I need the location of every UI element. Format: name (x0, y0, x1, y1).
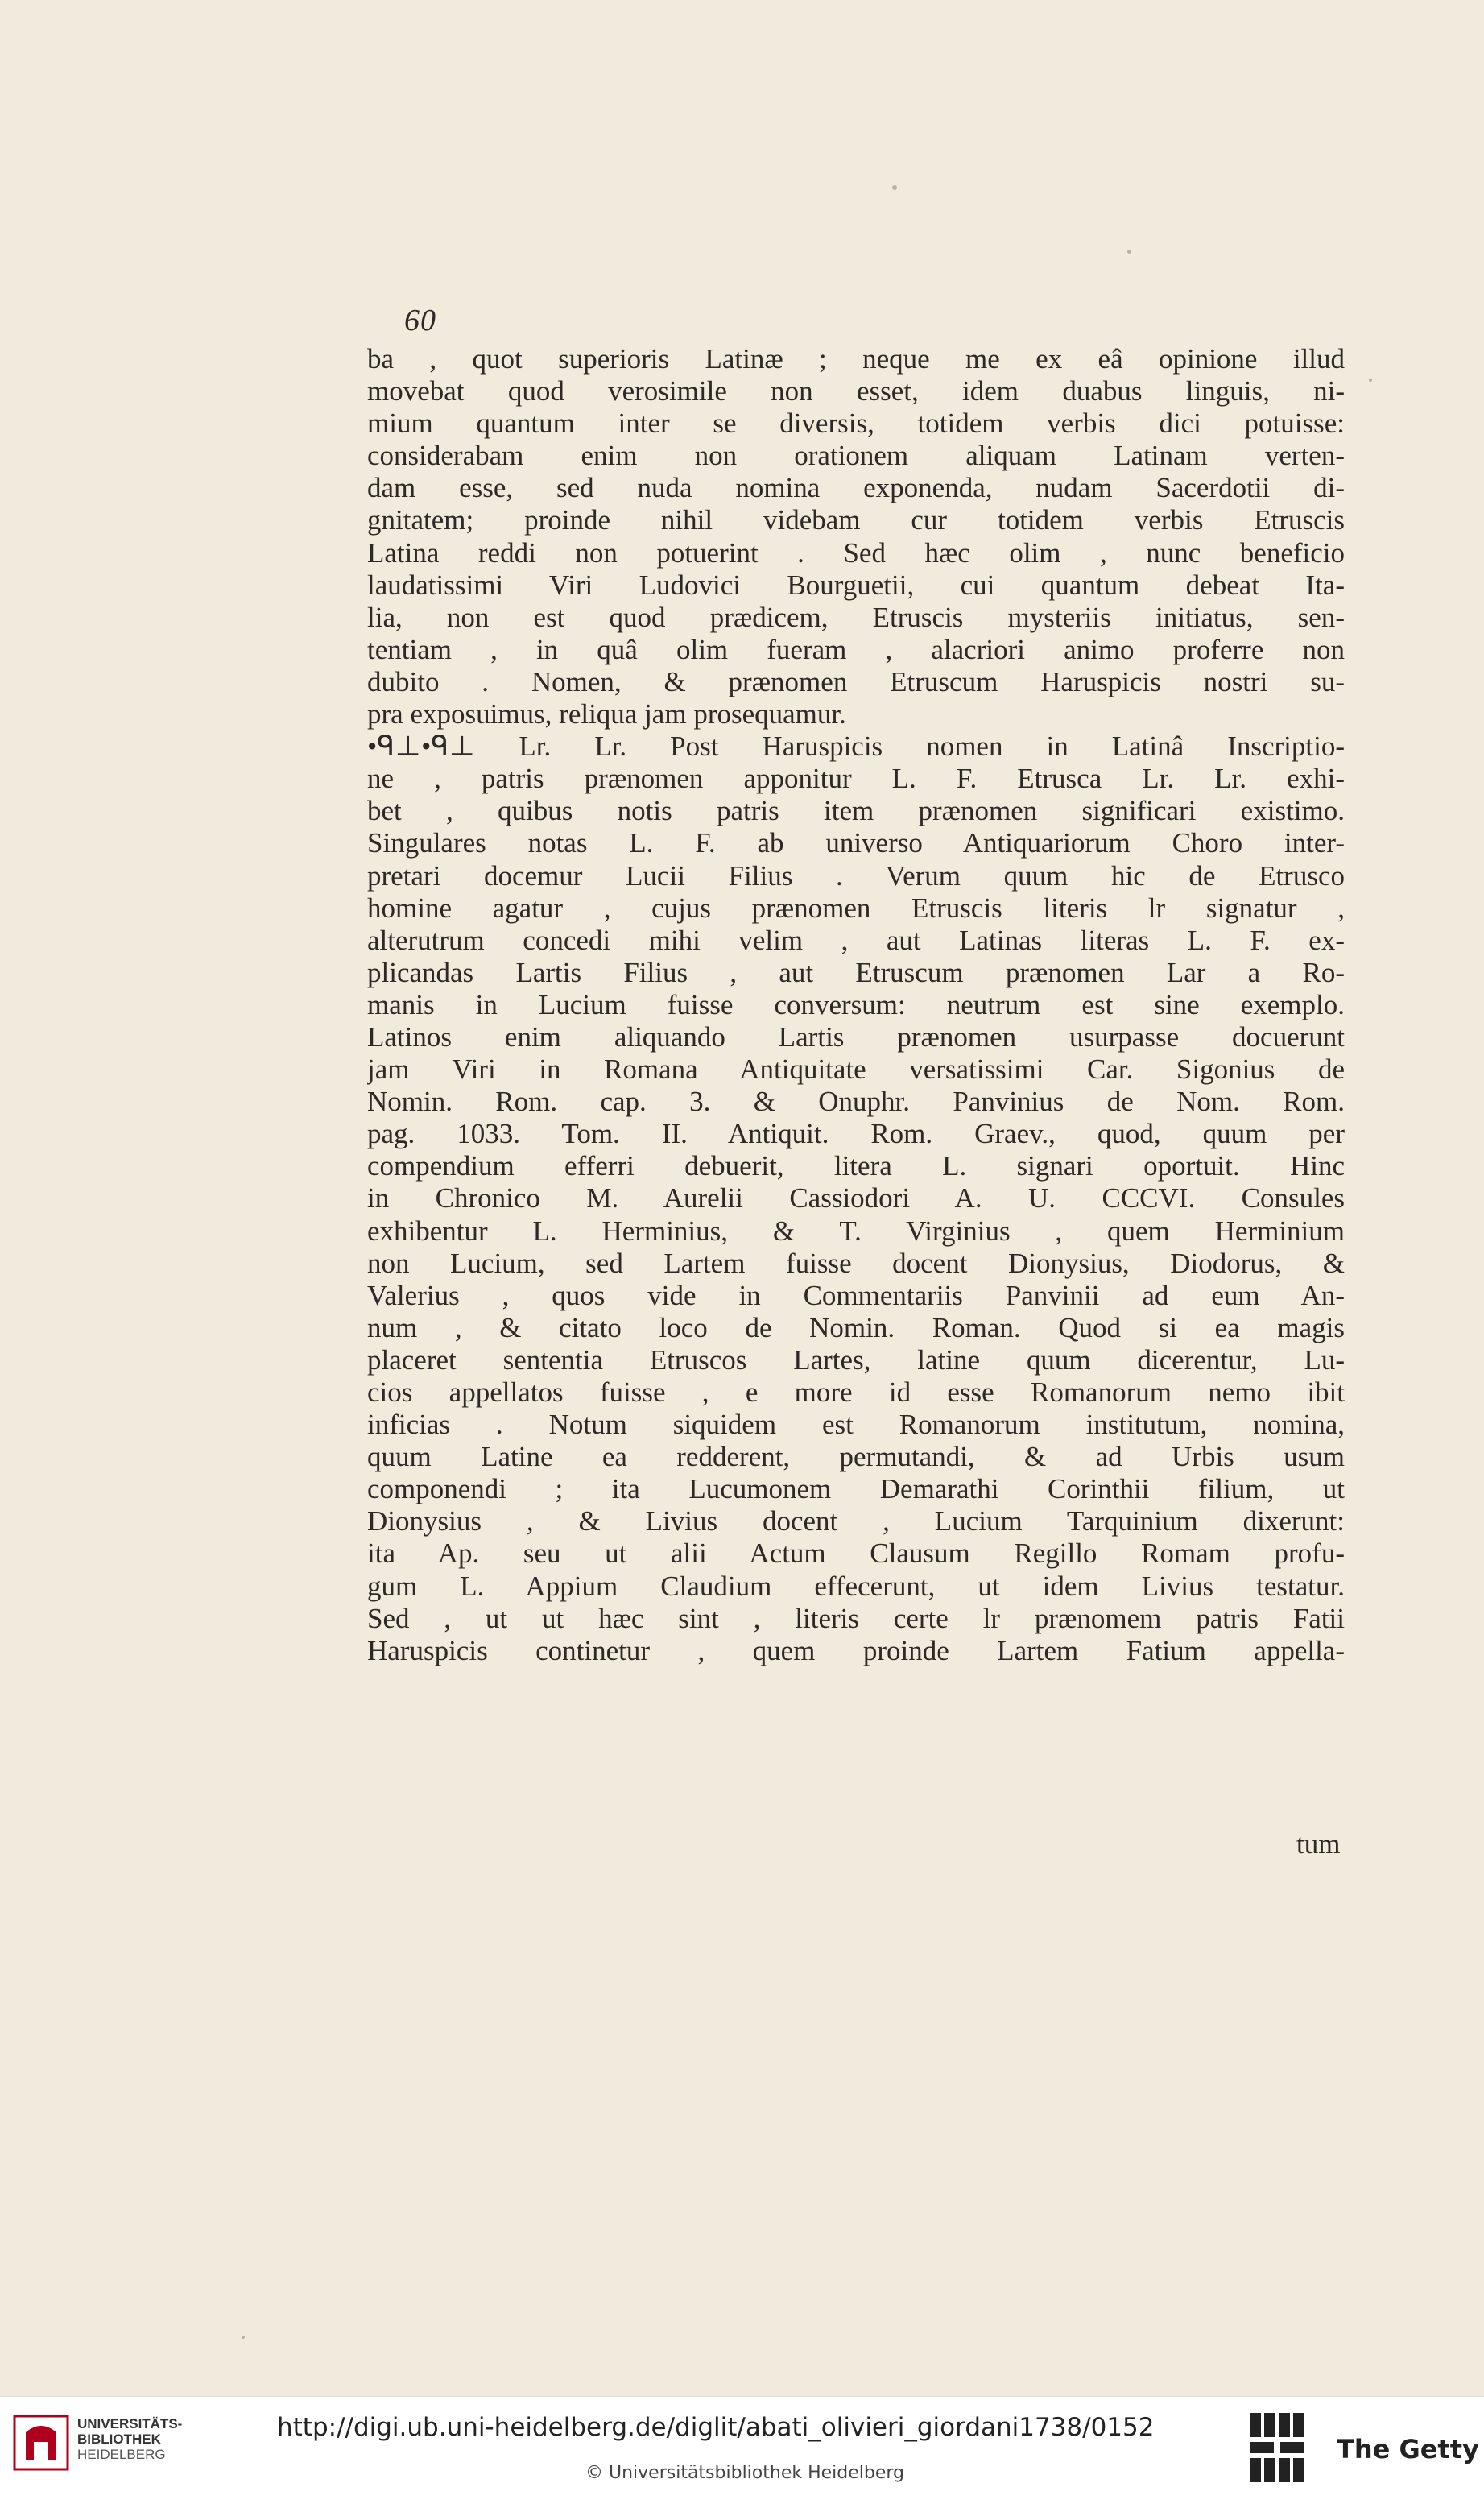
body-text (367, 343, 1345, 1667)
text-line: bet , quibus notis patris item prænomen significari existimo. (367, 795, 1345, 827)
text-line: num , & citato loco de Nomin. Roman. Quod si ea magis (367, 1311, 1345, 1343)
text-line: lia, non est quod prædicem, Etruscis mysteriis initiatus, sen- (367, 601, 1345, 633)
text-line: Latinos enim aliquando Lartis prænomen usurpasse docuerunt (367, 1020, 1345, 1053)
text-line: ne , patris prænomen apponitur L. F. Etrusca Lr. Lr. exhi- (367, 763, 1345, 795)
paper-speck (1127, 250, 1131, 254)
paper-speck (1369, 379, 1372, 382)
text-line: Latina reddi non potuerint . Sed hæc olim , nunc beneficio (367, 536, 1345, 569)
text-line: cios appellatos fuisse , e more id esse Romanorum nemo ibit (367, 1376, 1345, 1408)
page-number: 60 (404, 304, 436, 337)
text-line: placeret sententia Etruscos Lartes, latine quum dicerentur, Lu- (367, 1343, 1345, 1376)
text-line: pretari docemur Lucii Filius . Verum quum hic de Etrusco (367, 859, 1345, 892)
library-line: BIBLIOTHEK (77, 2431, 161, 2447)
text-line: Haruspicis continetur , quem proinde Lartem Fatium appella- (367, 1634, 1345, 1666)
text-line: manis in Lucium fuisse conversum: neutrum est sine exemplo. (367, 988, 1345, 1020)
text-line: Dionysius , & Livius docent , Lucium Tarquinium dixerunt: (367, 1505, 1345, 1537)
text-line: dubito . Nomen, & prænomen Etruscum Haruspicis nostri su- (367, 665, 1345, 697)
text-line: gnitatem; proinde nihil videbam cur totidem verbis Etruscis (367, 504, 1345, 536)
library-line: UNIVERSITÄTS- (77, 2416, 183, 2431)
viewer-footer (0, 2396, 1484, 2508)
text-line: jam Viri in Romana Antiquitate versatissimi Car. Sigonius de (367, 1053, 1345, 1086)
text-line: pag. 1033. Tom. II. Antiquit. Rom. Graev., quod, quum per (367, 1118, 1345, 1150)
university-library-logo-icon[interactable] (13, 2415, 69, 2471)
text-line: in Chronico M. Aurelii Cassiodori A. U. CCCVI. Consules (367, 1182, 1345, 1215)
text-line: tentiam , in quâ olim fueram , alacriori animo proferre non (367, 633, 1345, 665)
text-line: homine agatur , cujus prænomen Etruscis literis lr signatur , (367, 892, 1345, 924)
text-line: ita Ap. seu ut alii Actum Clausum Regillo Romam profu- (367, 1537, 1345, 1570)
text-line: dam esse, sed nuda nomina exponenda, nudam Sacerdotii di- (367, 472, 1345, 504)
getty-name: The Getty (1337, 2434, 1479, 2465)
text-line: componendi ; ita Lucumonem Demarathi Corinthii filium, ut (367, 1473, 1345, 1505)
text-line: considerabam enim non orationem aliquam Latinam verten- (367, 440, 1345, 472)
text-line: •ᑫ⊥•ᑫ⊥ Lr. Lr. Post Haruspicis nomen in Latinâ Inscriptio- (367, 730, 1345, 763)
paper-speck (892, 185, 897, 190)
text-line: non Lucium, sed Lartem fuisse docent Dionysius, Diodorus, & (367, 1247, 1345, 1279)
text-line: gum L. Appium Claudium effecerunt, ut idem Livius testatur. (367, 1570, 1345, 1602)
text-line: Singulares notas L. F. ab universo Antiquariorum Choro inter- (367, 827, 1345, 859)
text-line: pra exposuimus, reliqua jam prosequamur. (367, 698, 846, 730)
text-line: alterutrum concedi mihi velim , aut Latinas literas L. F. ex- (367, 924, 1345, 956)
text-line: compendium efferri debuerit, litera L. signari oportuit. Hinc (367, 1150, 1345, 1182)
catchword: tum (1296, 1828, 1341, 1860)
text-line: Nomin. Rom. cap. 3. & Onuphr. Panvinius de Nom. Rom. (367, 1086, 1345, 1118)
text-line: Valerius , quos vide in Commentariis Panvinii ad eum An- (367, 1279, 1345, 1311)
copyright-notice: © Universitätsbibliothek Heidelberg (585, 2463, 905, 2483)
text-line: mium quantum inter se diversis, totidem verbis dici potuisse: (367, 408, 1345, 440)
text-line: movebat quod verosimile non esset, idem duabus linguis, ni- (367, 375, 1345, 408)
text-line: Sed , ut ut hæc sint , literis certe lr prænomem patris Fatii (367, 1602, 1345, 1634)
paper-speck (242, 2336, 245, 2339)
library-name (77, 2416, 182, 2462)
text-line: laudatissimi Viri Ludovici Bourguetii, cui quantum debeat Ita- (367, 569, 1345, 601)
text-line: exhibentur L. Herminius, & T. Virginius , quem Herminium (367, 1215, 1345, 1247)
text-line: inficias . Notum siquidem est Romanorum institutum, nomina, (367, 1409, 1345, 1441)
text-line: plicandas Lartis Filius , aut Etruscum prænomen Lar a Ro- (367, 956, 1345, 988)
text-line: ba , quot superioris Latinæ ; neque me ex eâ opinione illud (367, 343, 1345, 375)
permalink-url[interactable]: http://digi.ub.uni-heidelberg.de/diglit/abati_olivieri_giordani1738/0152 (277, 2413, 1155, 2442)
getty-research-logo-icon[interactable] (1245, 2408, 1314, 2489)
text-line: quum Latine ea redderent, permutandi, & ad Urbis usum (367, 1441, 1345, 1473)
library-line: HEIDELBERG (77, 2447, 166, 2462)
